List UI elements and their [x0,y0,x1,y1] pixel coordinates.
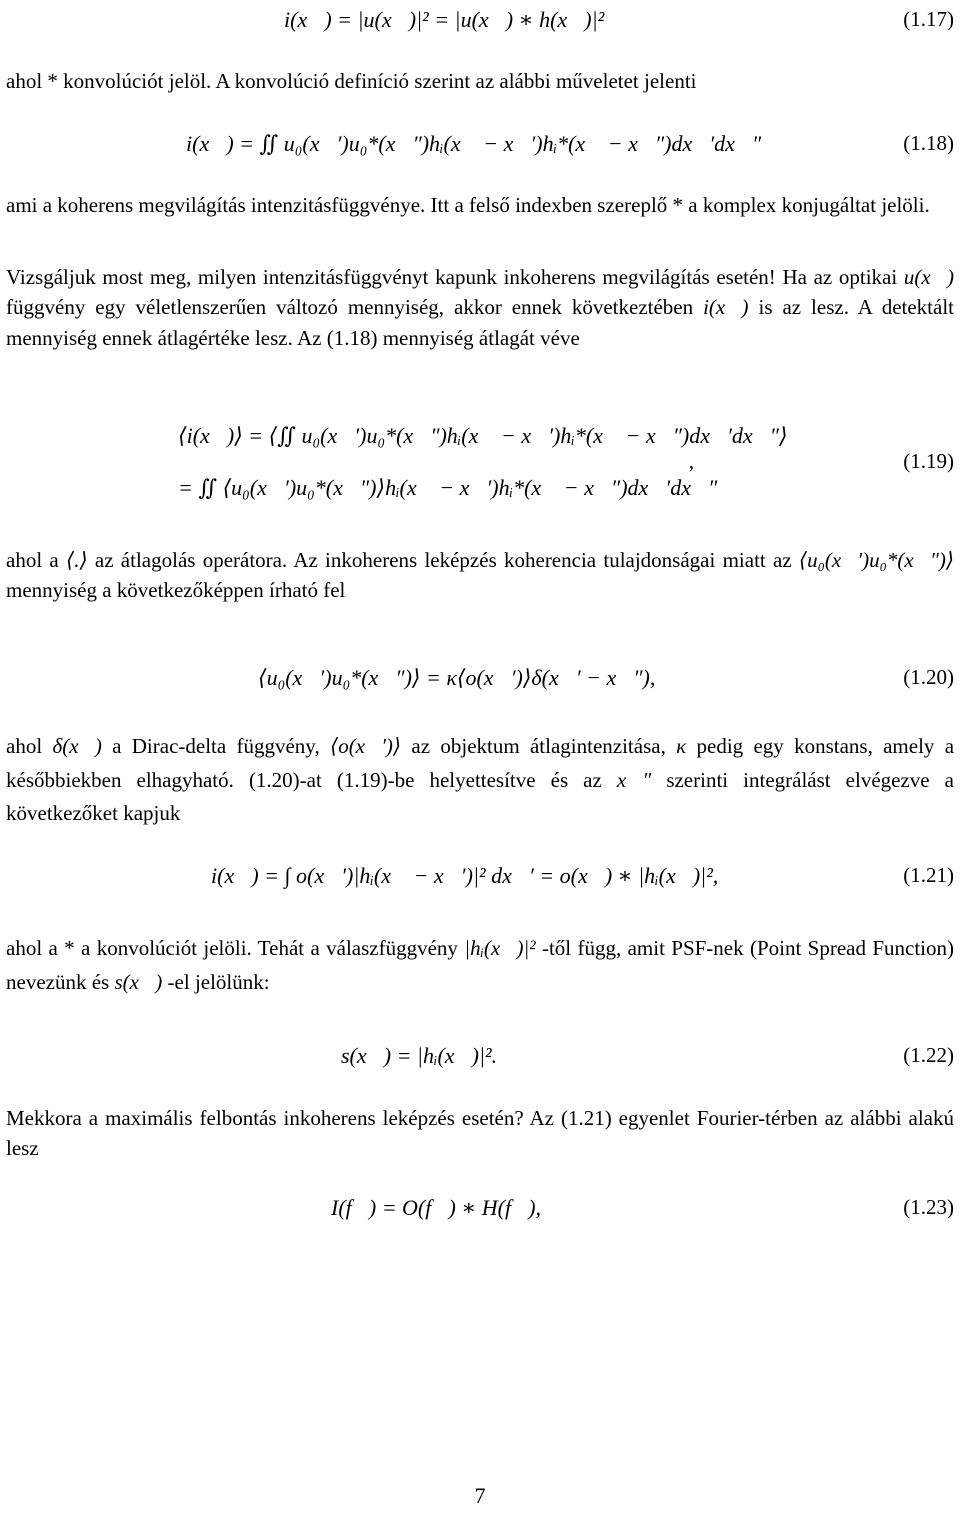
equation-comma: , [688,449,694,473]
math-inline: κ [676,734,687,758]
equation-formula: i(x⃗) = ∫ o(x⃗′)|hᵢ(x⃗ − x⃗′)|² dx⃗′ = o(x⃗) ∗ |hᵢ(x⃗)|², [211,863,719,888]
equation-1-21 [6,860,954,900]
equation-number: (1.23) [903,1195,954,1219]
equation-number: (1.19) [903,449,954,473]
text-fragment: a Dirac-delta függvény, [112,734,320,758]
document-page [6,0,954,1525]
paragraph-coherent-intensity: ami a koherens megvilágítás intenzitásfüggvénye. Itt a felső indexben szereplő * a komplex konjugáltat jelöli. [6,193,930,217]
paragraph-max-resolution: Mekkora a maximális felbontás inkoherens leképzés esetén? Az (1.21) egyenlet Fourier-térben az alábbi alakú lesz [6,1106,954,1161]
equation-1-23 [6,1192,954,1232]
equation-formula: ⟨u₀(x⃗′)u₀*(x⃗″)⟩ = κ⟨o(x⃗′)⟩δ(x⃗′ − x⃗″), [258,665,656,690]
text-fragment: -el jelölünk: [167,969,270,994]
paragraph-dirac-delta [6,730,954,831]
math-inline: i(x⃗) [703,295,749,320]
paragraph-incoherent-question [6,262,954,353]
text-fragment: az objektum átlagintenzitása, [411,734,666,758]
text-fragment: függvény egy véletlenszerűen változó mennyiség, akkor ennek következtében [6,295,694,320]
math-inline: ⟨u₀(x⃗′)u₀*(x⃗″)⟩ [798,548,955,572]
equation-line-2: = ∬ ⟨u₀(x⃗′)u₀*(x⃗″)⟩hᵢ(x⃗ − x⃗′)hᵢ*(x⃗ − x⃗″)dx⃗′dx⃗″ [178,475,718,500]
equation-number: (1.22) [903,1043,954,1067]
equation-formula: I(f⃗) = O(f⃗) ∗ H(f⃗), [331,1195,542,1220]
equation-number: (1.18) [903,131,954,155]
text-fragment: -től függ, amit PSF-nek (Point Spread Function) nevezünk és [6,936,954,994]
equation-number: (1.21) [903,863,954,887]
equation-formula: i(x⃗) = ∬ u₀(x⃗′)u₀*(x⃗″)hᵢ(x⃗ − x⃗′)hᵢ*(x⃗ − x⃗″)dx⃗′dx⃗″ [186,131,762,156]
equation-line-1: ⟨i(x⃗)⟩ = ⟨∬ u₀(x⃗′)u₀*(x⃗″)hᵢ(x⃗ − x⃗′)hᵢ*(x⃗ − x⃗″)dx⃗′dx⃗″⟩ [178,423,788,448]
text-fragment: ahol a * a konvolúciót jelöli. Tehát a válaszfüggvény [6,936,458,960]
equation-1-19 [6,420,954,515]
text-fragment: mennyiség a következőképpen írható fel [6,578,346,603]
equation-1-22 [6,1040,954,1080]
equation-1-20 [6,662,954,702]
text-fragment: is az lesz. A detektált mennyiség ennek átlagértéke lesz. Az (1.18) mennyiség átlagát véve [6,295,954,350]
equation-formula: i(x⃗) = |u(x⃗)|² = |u(x⃗) ∗ h(x⃗)|² [284,7,605,32]
math-inline: ⟨o(x⃗′)⟩ [330,734,402,758]
paragraph-averaging-operator [6,545,954,606]
math-inline: s(x⃗) [114,969,163,994]
text-fragment: szerinti integrálást elvégezve a következőket kapjuk [6,767,954,826]
text-fragment: Vizsgáljuk most meg, milyen intenzitásfüggvényt kapunk inkoherens megvilágítás esetén! Ha az optikai [6,265,898,289]
text-fragment: pedig egy konstans, amely a későbbiekben elhagyható. (1.20)-at (1.19)-be helyettesítve és az [6,734,955,792]
equation-number: (1.20) [903,665,954,689]
text-fragment: ahol a [6,548,59,572]
equation-1-17 [6,4,954,44]
equation-number: (1.17) [903,7,954,31]
text-fragment: az átlagolás operátora. Az inkoherens leképzés koherencia tulajdonságai miatt az [94,548,792,572]
math-inline: |hᵢ(x⃗)|² [464,936,536,960]
equation-formula: s(x⃗) = |hᵢ(x⃗)|². [341,1043,498,1068]
text-fragment: ahol [6,734,43,758]
math-inline: u(x⃗) [903,265,954,289]
math-inline: δ(x⃗) [52,734,102,758]
paragraph-psf [6,932,954,999]
equation-1-18 [6,128,954,168]
page-number: 7 [474,1483,486,1508]
math-inline: ⟨.⟩ [66,548,88,572]
math-inline: x⃗″ [616,767,652,792]
paragraph-convolution-definition: ahol * konvolúciót jelöl. A konvolúció definíció szerint az alábbi műveletet jelenti [6,69,697,93]
